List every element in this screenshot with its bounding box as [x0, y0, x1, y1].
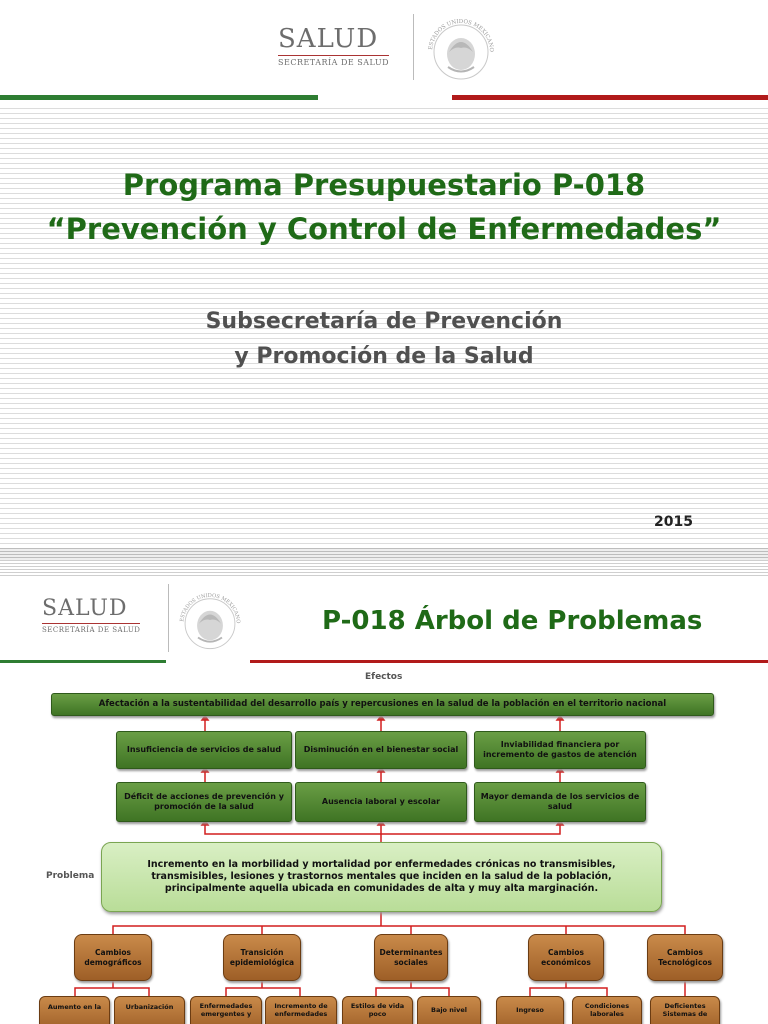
subcause-box: Incremento de enfermedades — [265, 996, 337, 1024]
mexico-seal-icon — [422, 12, 500, 84]
svg-text:ESTADOS UNIDOS MEXICANOS: ESTADOS UNIDOS MEXICANO — [428, 18, 495, 53]
subcause-box: Ingreso — [496, 996, 564, 1024]
logo-subtitle: SECRETARÍA DE SALUD — [278, 55, 389, 67]
effect-box: Déficit de acciones de prevención y promoción de la salud — [116, 782, 292, 822]
efectos-label: Efectos — [365, 672, 403, 682]
subcause-box: Aumento en la — [39, 996, 110, 1024]
slide-bottom-border — [0, 548, 768, 560]
red-stripe — [452, 95, 768, 100]
effect-box: Insuficiencia de servicios de salud — [116, 731, 292, 769]
effect-box: Inviabilidad financiera por incremento de gastos de atención — [474, 731, 646, 769]
subcause-box: Condiciones laborales — [572, 996, 642, 1024]
subtitle-line-2: y Promoción de la Salud — [234, 344, 534, 369]
salud-logo — [278, 26, 389, 67]
subcause-box: Estilos de vida poco — [342, 996, 413, 1024]
cause-box: Transición epidemiológica — [223, 934, 301, 981]
title-line-2: “Prevención y Control de Enfermedades” — [46, 212, 722, 246]
cause-box: Cambios demográficos — [74, 934, 152, 981]
problem-box: Incremento en la morbilidad y mortalidad por enfermedades crónicas no transmisibles, transmisibles, lesiones y trastornos mentales que inciden en la salud de la población, principalmente aquella ubicada en comunidades de alta y muy alta marginación. — [101, 842, 662, 912]
logo-divider — [413, 14, 414, 80]
slide-separator — [0, 560, 768, 576]
cause-box: Determinantes sociales — [374, 934, 448, 981]
title-line-1: Programa Presupuestario P-018 — [122, 168, 646, 202]
slide-title: P-018 Árbol de Problemas — [322, 606, 703, 636]
subcause-box: Enfermedades emergentes y — [190, 996, 262, 1024]
svg-text:ESTADOS UNIDOS MEXICANOS: ESTADOS UNIDOS MEXICANO — [179, 592, 241, 624]
logo-subtitle: SECRETARÍA DE SALUD — [42, 623, 140, 634]
green-stripe — [0, 95, 318, 100]
problem-tree-slide — [0, 576, 768, 1024]
cause-box: Cambios Tecnológicos — [647, 934, 723, 981]
subtitle-line-1: Subsecretaría de Prevención — [205, 309, 563, 334]
year-label: 2015 — [654, 514, 693, 530]
subcause-box: Urbanización — [114, 996, 185, 1024]
effect-box: Disminución en el bienestar social — [295, 731, 467, 769]
effect-box: Mayor demanda de los servicios de salud — [474, 782, 646, 822]
cause-box: Cambios económicos — [528, 934, 604, 981]
problema-label: Problema — [46, 871, 95, 881]
top-effect-box: Afectación a la sustentabilidad del desarrollo país y repercusiones en la salud de la población en el territorio nacional — [51, 693, 714, 716]
subcause-box: Bajo nivel — [417, 996, 481, 1024]
effect-box: Ausencia laboral y escolar — [295, 782, 467, 822]
logo-name: SALUD — [42, 596, 128, 621]
subcause-box: Deficientes Sistemas de — [650, 996, 720, 1024]
logo-name: SALUD — [278, 24, 379, 54]
